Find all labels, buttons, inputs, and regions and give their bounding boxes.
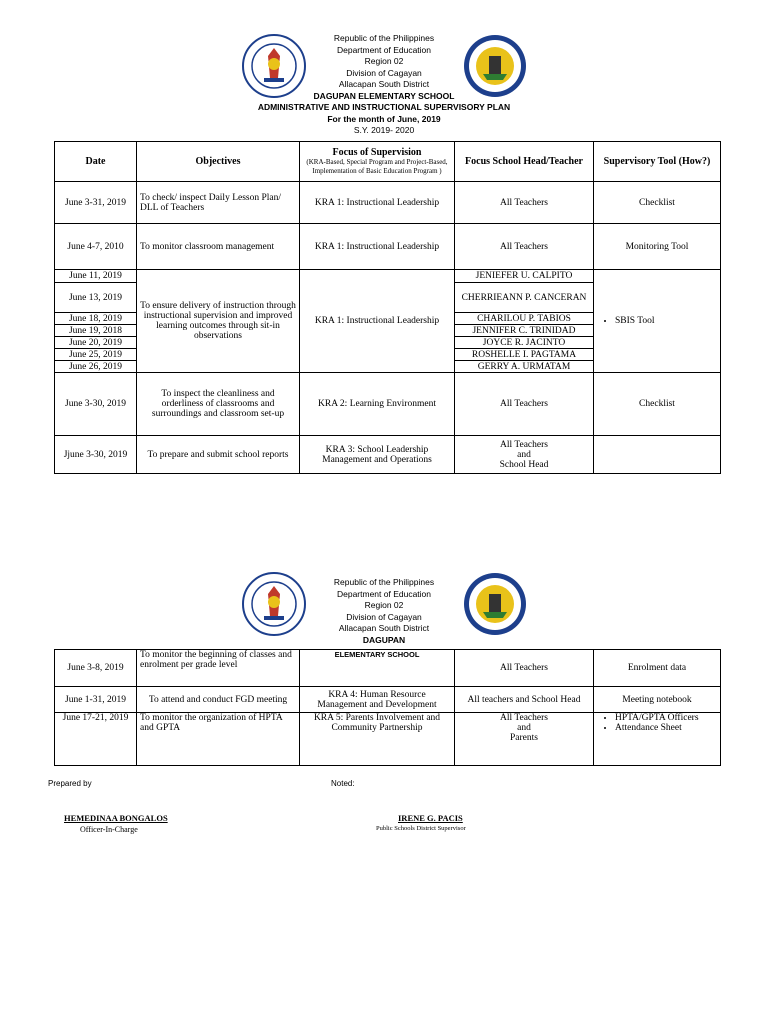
cell-objective: To ensure delivery of instruction through instructional supervision and improved learning outcomes through sit-in observations — [137, 270, 300, 373]
cell-tool — [594, 436, 721, 474]
cell-teacher: CHERRIEANN P. CANCERAN — [455, 283, 594, 313]
document-header-2 — [0, 577, 768, 646]
cell-head: All Teachers — [455, 650, 594, 687]
cell-objective: To inspect the cleanliness and orderliness of classrooms and surroundings and classroom set-up — [137, 373, 300, 436]
cell-date: June 3-31, 2019 — [55, 182, 137, 224]
header-line: Allacapan South District — [338, 79, 430, 89]
cell-date: June 11, 2019 — [55, 270, 137, 283]
head-line: All Teachers — [500, 713, 548, 723]
header-date: Date — [55, 142, 137, 182]
table-row — [55, 182, 721, 224]
cell-teacher: ROSHELLE I. PAGTAMA — [455, 349, 594, 361]
cell-head: All Teachers — [455, 373, 594, 436]
cell-date: June 17-21, 2019 — [55, 713, 137, 766]
head-line: and — [517, 449, 531, 460]
tool-bullet: • SBIS Tool — [615, 316, 717, 326]
cell-teacher: GERRY A. URMATAM — [455, 361, 594, 373]
cell-tool: Meeting notebook — [594, 687, 721, 713]
cell-date: June 19, 2018 — [55, 325, 137, 337]
header-supervisory-tool: Supervisory Tool (How?) — [594, 142, 721, 182]
cell-objective: To monitor classroom management — [137, 224, 300, 270]
school-name: DAGUPAN ELEMENTARY SCHOOL — [313, 90, 455, 101]
head-line: Parents — [510, 733, 538, 743]
head-line: and — [517, 723, 531, 733]
tool-bullet: • HPTA/GPTA Officers — [615, 713, 717, 723]
noter-name: IRENE G. PACIS — [398, 813, 463, 823]
table-row — [55, 224, 721, 270]
cell-date: June 25, 2019 — [55, 349, 137, 361]
cell-tool — [594, 270, 721, 373]
header-line: Republic of the Philippines — [333, 577, 435, 587]
cell-objective: To monitor the organization of HPTA and GPTA — [137, 713, 300, 766]
cell-date: June 18, 2019 — [55, 313, 137, 325]
header-focus-note: (KRA-Based, Special Program and Project-Based, Implementation of Basic Education Program ) — [306, 158, 448, 175]
cell-focus: KRA 3: School Leadership Management and Operations — [300, 436, 455, 474]
header-line: Region 02 — [364, 56, 404, 66]
preparer-role: Officer-In-Charge — [80, 825, 138, 834]
document-header — [0, 33, 768, 137]
cell-focus: KRA 1: Instructional Leadership — [300, 270, 455, 373]
plan-title: ADMINISTRATIVE AND INSTRUCTIONAL SUPERVISORY PLAN — [257, 102, 511, 112]
cell-date: June 3-8, 2019 — [55, 650, 137, 687]
table-row — [55, 436, 721, 474]
cell-tool: Checklist — [594, 182, 721, 224]
table-row — [55, 650, 721, 687]
cell-objective: To monitor the beginning of classes and enrolment per grade level — [137, 650, 300, 687]
cell-tool — [594, 713, 721, 766]
cell-head: All Teachers — [455, 224, 594, 270]
school-name: DAGUPAN — [362, 634, 406, 645]
table-row — [55, 687, 721, 713]
preparer-name: HEMEDINAA BONGALOS — [64, 813, 168, 823]
cell-teacher: JOYCE R. JACINTO — [455, 337, 594, 349]
cell-focus: KRA 2: Learning Environment — [300, 373, 455, 436]
header-objectives: Objectives — [137, 142, 300, 182]
cell-teacher: JENIEFER U. CALPITO — [455, 270, 594, 283]
cell-head: All Teachers — [455, 182, 594, 224]
cell-date: Jjune 3-30, 2019 — [55, 436, 137, 474]
cell-date: June 20, 2019 — [55, 337, 137, 349]
cell-teacher: CHARILOU P. TABIOS — [455, 313, 594, 325]
cell-objective: To attend and conduct FGD meeting — [137, 687, 300, 713]
header-focus-label: Focus of Supervision — [332, 147, 422, 158]
supervisory-plan-table-2 — [54, 649, 721, 766]
prepared-by-label: Prepared by — [48, 779, 92, 788]
noted-label: Noted: — [331, 779, 355, 788]
cell-focus: KRA 4: Human Resource Management and Development — [300, 687, 455, 713]
cell-date: June 3-30, 2019 — [55, 373, 137, 436]
cell-teacher: JENNIFER C. TRINIDAD — [455, 325, 594, 337]
supervisory-plan-table — [54, 141, 721, 474]
header-school-head: Focus School Head/Teacher — [455, 142, 594, 182]
plan-month: For the month of June, 2019 — [327, 113, 441, 124]
cell-head — [455, 713, 594, 766]
table-row — [55, 373, 721, 436]
header-line: Republic of the Philippines — [333, 33, 435, 43]
header-line: Division of Cagayan — [346, 611, 422, 622]
header-line: Division of Cagayan — [346, 67, 422, 78]
head-line: School Head — [499, 459, 549, 470]
cell-objective: To prepare and submit school reports — [137, 436, 300, 474]
cell-head: All teachers and School Head — [455, 687, 594, 713]
cell-date: June 1-31, 2019 — [55, 687, 137, 713]
header-line: Department of Education — [336, 44, 432, 55]
cell-date: June 13, 2019 — [55, 283, 137, 313]
cell-date: June 4-7, 2010 — [55, 224, 137, 270]
cell-focus: KRA 1: Instructional Leadership — [300, 224, 455, 270]
noter-role: Public Schools District Supervisor — [376, 825, 466, 832]
tool-bullet: • Attendance Sheet — [615, 723, 717, 733]
cell-focus: KRA 5: Parents Involvement and Community Partnership — [300, 713, 455, 766]
cell-head — [455, 436, 594, 474]
cell-focus: ELEMENTARY SCHOOL — [300, 650, 455, 687]
cell-focus: KRA 1: Instructional Leadership — [300, 182, 455, 224]
head-line: All Teachers — [500, 439, 548, 450]
cell-date: June 26, 2019 — [55, 361, 137, 373]
table-row — [55, 713, 721, 766]
cell-objective: To check/ inspect Daily Lesson Plan/ DLL of Teachers — [137, 182, 300, 224]
header-line: Region 02 — [364, 600, 404, 610]
school-year: S.Y. 2019- 2020 — [353, 125, 415, 135]
table-row — [55, 270, 721, 283]
header-line: Allacapan South District — [338, 623, 430, 633]
cell-tool: Checklist — [594, 373, 721, 436]
header-focus — [300, 142, 455, 182]
cell-tool: Enrolment data — [594, 650, 721, 687]
table-header-row — [55, 142, 721, 182]
cell-tool: Monitoring Tool — [594, 224, 721, 270]
header-line: Department of Education — [336, 588, 432, 599]
